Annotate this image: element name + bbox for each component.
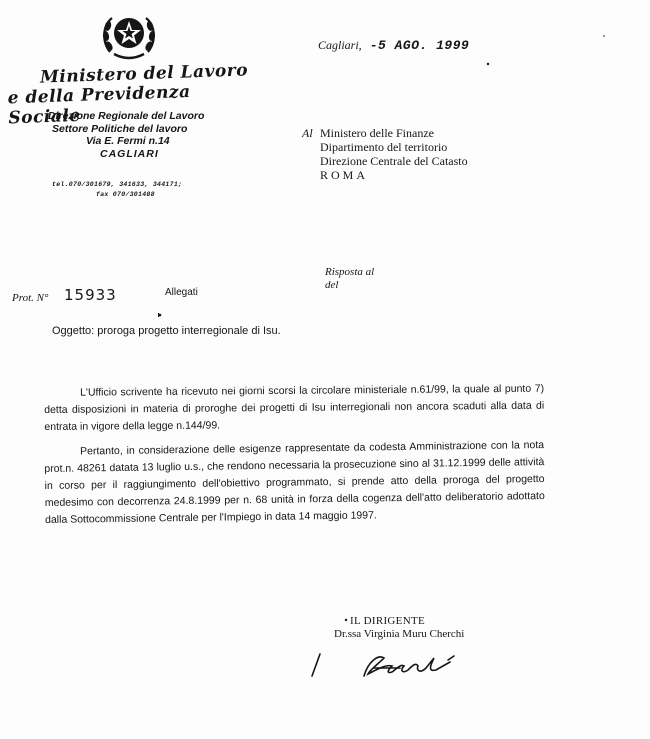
ministry-line-1: Ministero del Lavoro xyxy=(39,60,249,88)
recipient-city: ROMA xyxy=(320,168,369,182)
reply-label-2: del xyxy=(325,279,339,291)
office-fax: fax 070/301488 xyxy=(96,191,155,198)
ministry-line-2: e della Previdenza Sociale xyxy=(7,81,191,129)
subject-line: Oggetto: proroga progetto interregionale di Isu. xyxy=(52,325,281,337)
handwritten-signature-icon xyxy=(308,640,468,680)
recipient-line: Ministero delle Finanze xyxy=(320,126,434,140)
recipient-line: Dipartimento del territorio xyxy=(320,140,448,154)
office-contacts xyxy=(52,180,272,200)
office-line: Direzione Regionale del Lavoro xyxy=(48,110,205,122)
office-line: Via E. Fermi n.14 xyxy=(86,135,170,147)
protocol-number: 15933 xyxy=(64,286,117,304)
signature-title: IL DIRIGENTE xyxy=(350,615,425,627)
office-line: Settore Politiche del lavoro xyxy=(52,122,188,135)
reply-reference xyxy=(325,266,374,292)
reply-label-1: Risposta al xyxy=(325,266,375,278)
signature-name: Dr.ssa Virginia Muru Cherchi xyxy=(334,628,465,640)
protocol-label: Prot. N° xyxy=(12,292,49,304)
office-address xyxy=(48,110,248,160)
place-date xyxy=(318,38,469,53)
republic-emblem-icon xyxy=(100,8,158,64)
attachments-label: Allegati xyxy=(165,287,198,298)
date-stamp: -5 AGO. 1999 xyxy=(369,38,470,53)
body-paragraph: L'Ufficio scrivente ha ricevuto nei giorni scorsi la circolare ministeriale n.61/99, la quale al punto 7) detta disposizioni in materia di proroghe dei progetti di Isu interregionali non ancora scaduti alla data di entrata in vigore della legge n.144/99. xyxy=(44,382,545,433)
place: Cagliari, xyxy=(318,38,362,52)
office-tel: tel.070/301679, 341633, 344171; xyxy=(52,181,183,188)
recipient-address xyxy=(320,126,468,182)
recipient-line: Direzione Centrale del Catasto xyxy=(320,154,468,168)
recipient-label: Al xyxy=(302,126,313,140)
office-city: CAGLIARI xyxy=(100,147,159,160)
body-paragraph: Pertanto, in considerazione delle esigenze rappresentate da codesta Amministrazione con la nota prot.n. 48261 datata 13 luglio u.s., che rendono necessaria la prosecuzione sino al 31.12.1999 delle attività in corso per il raggiungimento dell'obiettivo programmato, si prende atto della proroga del progetto medesimo con decorrenza 24.8.1999 per n. 68 unità in forza della cogenza dell'atto deliberatorio adottato dalla Sottocommissione Centrale per l'Impiego in data 14 maggio 1997. xyxy=(44,438,545,526)
